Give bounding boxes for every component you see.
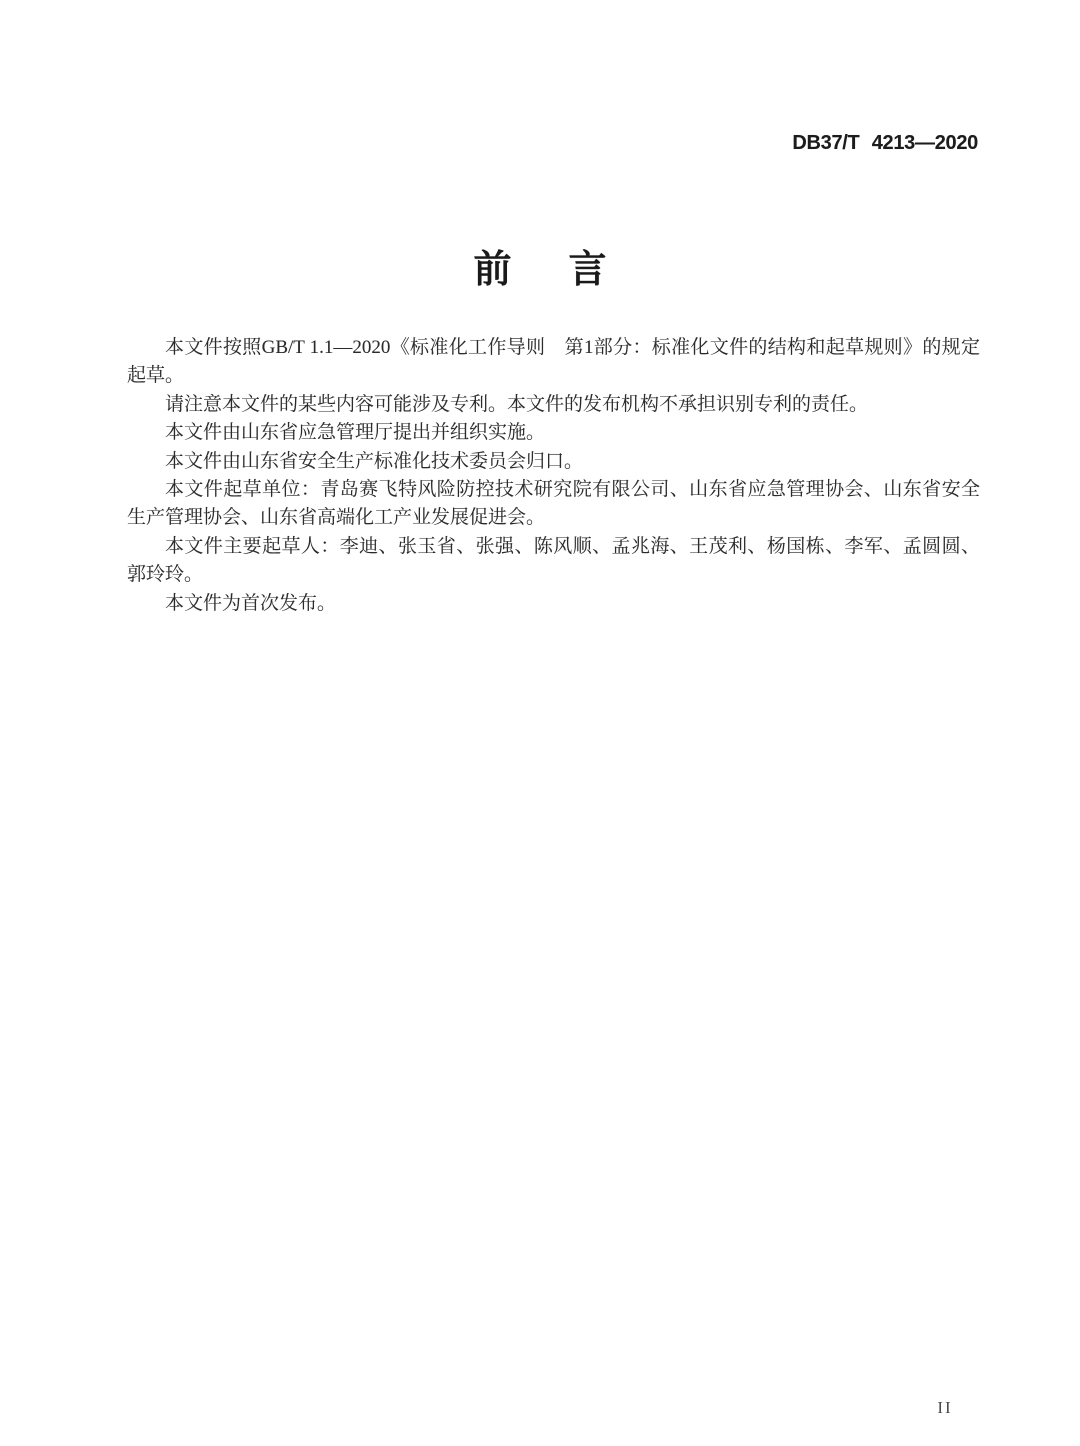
paragraph-main-drafters: 本文件主要起草人：李迪、张玉省、张强、陈风顺、孟兆海、王茂利、杨国栋、李军、孟圆圆、郭玲玲。: [127, 535, 980, 586]
paragraph-drafting-organizations: 本文件起草单位：青岛赛飞特风险防控技术研究院有限公司、山东省应急管理协会、山东省安全生产管理协会、山东省高端化工产业发展促进会。: [127, 479, 980, 529]
page-number: II: [937, 1398, 953, 1417]
standard-code-header: DB37/T 4213—2020: [792, 132, 978, 154]
paragraph-centralized-body: 本文件由山东省安全生产标准化技术委员会归口。: [165, 450, 584, 472]
paragraph-patent-notice: 请注意本文件的某些内容可能涉及专利。本文件的发布机构不承担识别专利的责任。: [165, 393, 869, 415]
page-title: 前言: [473, 249, 664, 291]
paragraph-first-release: 本文件为首次发布。: [165, 592, 337, 614]
paragraph-drafting-basis: 本文件按照GB/T 1.1—2020《标准化工作导则 第1部分：标准化文件的结构和起草规则》的规定起草。: [127, 337, 980, 387]
paragraph-proposing-body: 本文件由山东省应急管理厅提出并组织实施。: [165, 422, 546, 444]
foreword-body: [127, 334, 980, 618]
